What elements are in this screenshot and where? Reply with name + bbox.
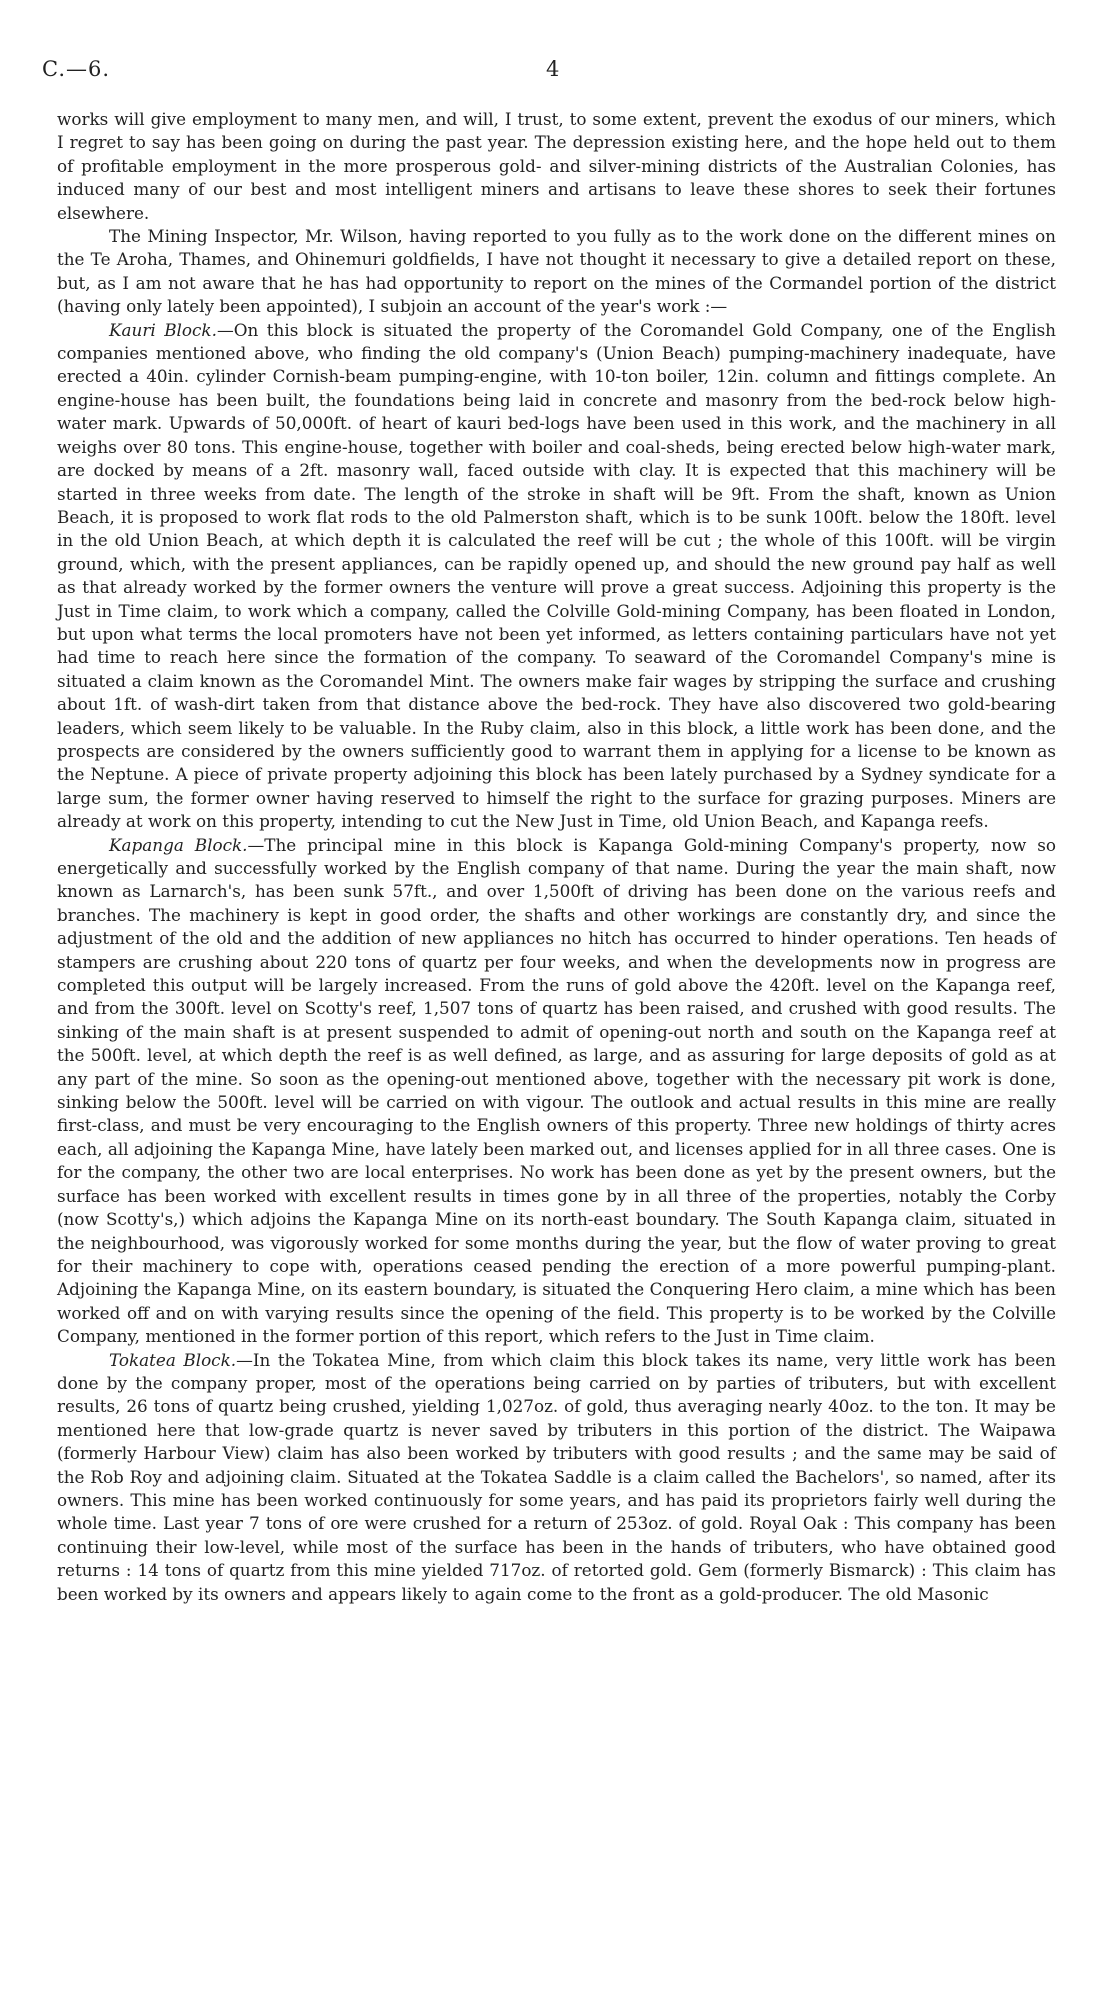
page-number: 4 [546, 57, 560, 81]
paragraph-text: works will give employment to many men, and will, I trust, to some extent, prevent the exodus of our miners, which I regret to say has been going on during the past year. The depression existing here, and the hope held out to them of profitable employment in the more prosperous gold- and silver-mining districts of the Australian Colonies, has induced many of our best and most intelligent miners and artisans to leave these shores to seek their fortunes elsewhere. [57, 109, 1056, 223]
page-header [0, 57, 1114, 87]
paragraph-text: —On this block is situated the property of the Coromandel Gold Company, one of the English companies mentioned above, who finding the old company's (Union Beach) pumping-machinery inadequate, have erected a 40in. cylinder Cornish-beam pumping-engine, with 10-ton boiler, 12in. column and fittings complete. An engine-house has been built, the foundations being laid in concrete and masonry from the bed-rock below high-water mark. Upwards of 50,000ft. of heart of kauri bed-logs have been used in this work, and the machinery in all weighs over 80 tons. This engine-house, together with boiler and coal-sheds, being erected below high-water mark, are docked by means of a 2ft. masonry wall, faced outside with clay. It is expected that this machinery will be started in three weeks from date. The length of the stroke in shaft will be 9ft. From the shaft, known as Union Beach, it is proposed to work flat rods to the old Palmerston shaft, which is to be sunk 100ft. below the 180ft. level in the old Union Beach, at which depth it is calculated the reef will be cut ; the whole of this 100ft. will be virgin ground, which, with the present appliances, can be rapidly opened up, and should the new ground pay half as well as that already worked by the former owners the venture will prove a great success. Adjoining this property is the Just in Time claim, to work which a company, called the Colville Gold-mining Company, has been floated in London, but upon what terms the local promoters have not been yet informed, as letters containing particulars have not yet had time to reach here since the formation of the company. To seaward of the Coromandel Company's mine is situated a claim known as the Coromandel Mint. The owners make fair wages by stripping the surface and crushing about 1ft. of wash-dirt taken from that distance above the bed-rock. They have also discovered two gold-bearing leaders, which seem likely to be valuable. In the Ruby claim, also in this block, a little work has been done, and the prospects are considered by the owners sufficiently good to warrant them in applying for a license to be known as the Neptune. A piece of private property adjoining this block has been lately purchased by a Sydney syndicate for a large sum, the former owner having reserved to himself the right to the surface for grazing purposes. Miners are already at work on this property, intending to cut the New Just in Time, old Union Beach, and Kapanga reefs. [57, 319, 1056, 832]
paragraph-intro [57, 108, 1056, 225]
paragraph-kapanga-block [57, 834, 1056, 1349]
paragraph-text: —In the Tokatea Mine, from which claim this block takes its name, very little work has been done by the company proper, most of the operations being carried on by parties of tributers, but with excellent results, 26 tons of quartz being crushed, yielding 1,027oz. of gold, thus averaging nearly 40oz. to the ton. It may be mentioned here that low-grade quartz is never saved by tributers in this portion of the district. The Waipawa (formerly Harbour View) claim has also been worked by tributers with good results ; and the same may be said of the Rob Roy and adjoining claim. Situated at the Tokatea Saddle is a claim called the Bachelors', so named, after its owners. This mine has been worked continuously for some years, and has paid its proprietors fairly well during the whole time. Last year 7 tons of ore were crushed for a return of 253oz. of gold. Royal Oak : This company has been continuing their low-level, while most of the surface has been in the hands of tributers, who have obtained good returns : 14 tons of quartz from this mine yielded 717oz. of retorted gold. Gem (formerly Bismarck) : This claim has been worked by its owners and appears likely to again come to the front as a gold-producer. The old Masonic [57, 1349, 1056, 1604]
section-heading: Tokatea Block. [109, 1349, 237, 1370]
document-reference: C.—6. [42, 57, 111, 81]
paragraph-inspector [57, 225, 1056, 319]
section-heading: Kapanga Block. [109, 834, 248, 855]
section-heading: Kauri Block. [109, 319, 217, 340]
report-body [57, 108, 1056, 1606]
paragraph-kauri-block [57, 319, 1056, 834]
paragraph-text: —The principal mine in this block is Kapanga Gold-mining Company's property, now so energetically and successfully worked by the English company of that name. During the year the main shaft, now known as Larnarch's, has been sunk 57ft., and over 1,500ft of driving has been done on the various reefs and branches. The machinery is kept in good order, the shafts and other workings are constantly dry, and since the adjustment of the old and the addition of new appliances no hitch has occurred to hinder operations. Ten heads of stampers are crushing about 220 tons of quartz per four weeks, and when the developments now in progress are completed this output will be largely increased. From the runs of gold above the 420ft. level on the Kapanga reef, and from the 300ft. level on Scotty's reef, 1,507 tons of quartz has been raised, and crushed with good results. The sinking of the main shaft is at present suspended to admit of opening-out north and south on the Kapanga reef at the 500ft. level, at which depth the reef is as well defined, as large, and as assuring for large deposits of gold as at any part of the mine. So soon as the opening-out mentioned above, together with the necessary pit work is done, sinking below the 500ft. level will be carried on with vigour. The outlook and actual results in this mine are really first-class, and must be very encouraging to the English owners of this property. Three new holdings of thirty acres each, all adjoining the Kapanga Mine, have lately been marked out, and licenses applied for in all three cases. One is for the company, the other two are local enterprises. No work has been done as yet by the present owners, but the surface has been worked with excellent results in times gone by in all three of the properties, notably the Corby (now Scotty's,) which adjoins the Kapanga Mine on its north-east boundary. The South Kapanga claim, situated in the neighbourhood, was vigorously worked for some months during the year, but the flow of water proving to great for their machinery to cope with, operations ceased pending the erection of a more powerful pumping-plant. Adjoining the Kapanga Mine, on its eastern boundary, is situated the Conquering Hero claim, a mine which has been worked off and on with varying results since the opening of the field. This property is to be worked by the Colville Company, mentioned in the former portion of this report, which refers to the Just in Time claim. [57, 834, 1056, 1347]
paragraph-tokatea-block [57, 1349, 1056, 1606]
paragraph-text: The Mining Inspector, Mr. Wilson, having reported to you fully as to the work done on the different mines on the Te Aroha, Thames, and Ohinemuri goldfields, I have not thought it necessary to give a detailed report on these, but, as I am not aware that he has had opportunity to report on the mines of the Cormandel portion of the district (having only lately been appointed), I subjoin an account of the year's work :— [57, 226, 1056, 317]
